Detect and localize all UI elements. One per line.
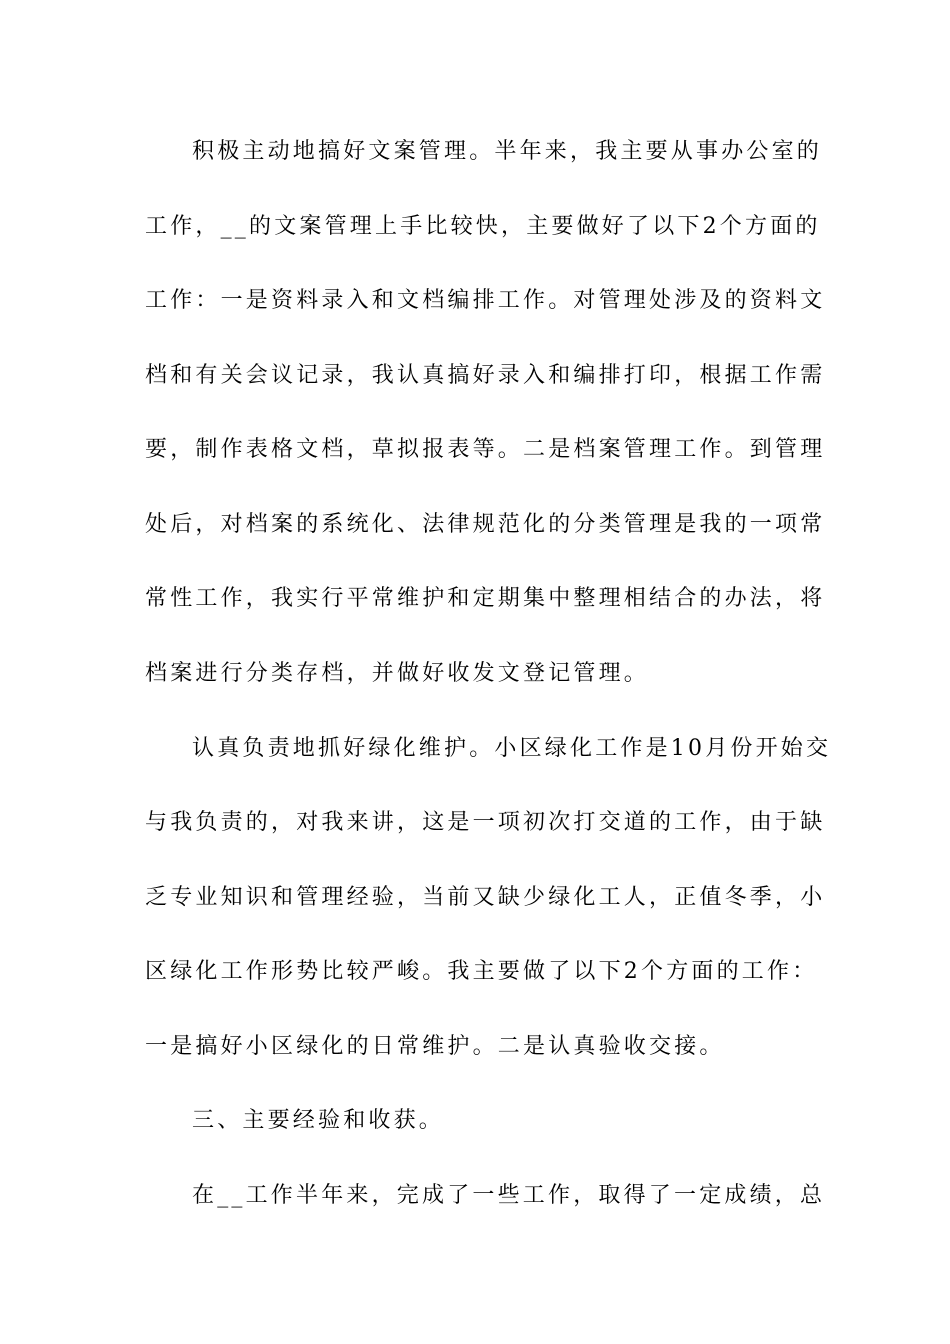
paragraph-2-line-2: 与我负责的，对我来讲，这是一项初次打交道的工作，由于缺 [145, 810, 826, 835]
paragraph-1-line-6: 处后，对档案的系统化、法律规范化的分类管理是我的一项常 [145, 512, 826, 537]
paragraph-1-line-4: 档和有关会议记录，我认真搞好录入和编排打印，根据工作需 [145, 363, 826, 388]
paragraph-2-line-5: 一是搞好小区绿化的日常维护。二是认真验收交接。 [145, 1034, 725, 1059]
paragraph-2-line-4: 区绿化工作形势比较严峻。我主要做了以下2个方面的工作： [145, 959, 818, 984]
paragraph-1-line-2: 工作，__的文案管理上手比较快，主要做好了以下2个方面的 [145, 214, 821, 239]
paragraph-1-line-8: 档案进行分类存档，并做好收发文登记管理。 [145, 661, 650, 686]
paragraph-3-line-1: 在__工作半年来，完成了一些工作，取得了一定成绩，总 [192, 1183, 826, 1208]
paragraph-2-line-3: 乏专业知识和管理经验，当前又缺少绿化工人，正值冬季，小 [145, 885, 826, 910]
section-heading: 三、主要经验和收获。 [192, 1108, 445, 1133]
paragraph-1-line-1: 积极主动地搞好文案管理。半年来，我主要从事办公室的 [192, 139, 823, 164]
paragraph-1-line-5: 要，制作表格文档，草拟报表等。二是档案管理工作。到管理 [145, 437, 826, 462]
paragraph-2-line-1: 认真负责地抓好绿化维护。小区绿化工作是10月份开始交 [192, 736, 832, 761]
paragraph-1-line-7: 常性工作，我实行平常维护和定期集中整理相结合的办法，将 [145, 586, 826, 611]
paragraph-1-line-3: 工作：一是资料录入和文档编排工作。对管理处涉及的资料文 [145, 288, 826, 313]
